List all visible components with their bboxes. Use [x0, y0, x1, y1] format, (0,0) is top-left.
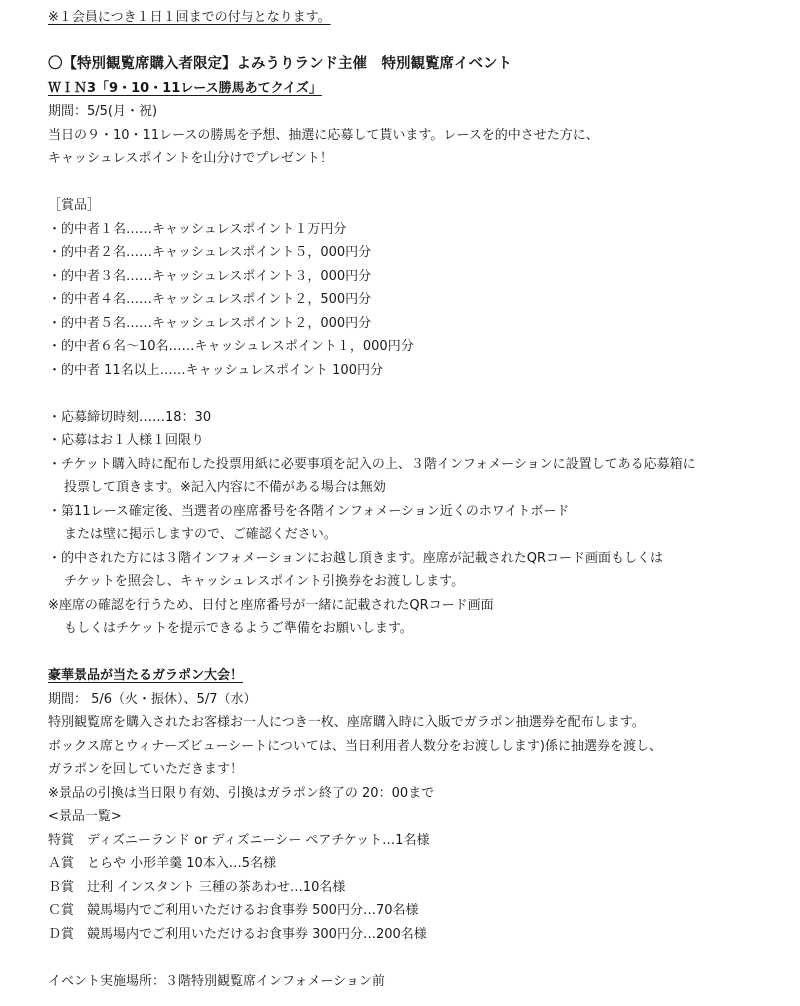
rule-line: ・的中された方には３階インフォメーションにお越し頂きます。座席が記載されたQRコード画面もしくは	[48, 550, 664, 566]
rules-list	[48, 406, 788, 641]
event1-heading: 〇【特別観覧席購入者限定】よみうりランド主催 特別観覧席イベント	[48, 56, 512, 72]
event1-desc-line: キャッシュレスポイントを山分けでプレゼント！	[48, 151, 333, 166]
prize-item: ・的中者１名……キャッシュレスポイント１万円分	[48, 221, 347, 237]
event2-desc-line: 特別観覧席を購入されたお客様お一人につき一枚、座席購入時に入販でガラポン抽選券を配布します。	[48, 715, 645, 730]
event1-desc-line: 当日の９・10・11レースの勝馬を予想、抽選に応募して貰います。レースを的中させた方に、	[48, 127, 599, 143]
gachapon-prize-item: Ｄ賞 競馬場内でご利用いただけるお食事券 300円分…200名様	[48, 926, 427, 942]
prize-item: ・的中者２名……キャッシュレスポイント５，000円分	[48, 245, 372, 260]
event2-desc-line: ボックス席とウィナーズビューシートについては、当日利用者人数分をお渡しします)係に抽選券を渡し、	[48, 738, 662, 754]
gachapon-prize-item: Ｂ賞 辻利 インスタント 三種の茶あわせ…10名様	[48, 879, 346, 895]
rule-line: ※座席の確認を行うため、日付と座席番号が一緒に記載されたQRコード画面	[48, 597, 494, 613]
rule-line: または壁に掲示しますので、ご確認ください。	[64, 527, 337, 542]
rule-line: ・第11レース確定後、当選者の座席番号を各階インフォメーション近くのホワイトボード	[48, 503, 570, 519]
event1-subheading: ＷＩＮ3「9・10・11レース勝馬あてクイズ」	[48, 80, 322, 96]
event2-desc-line: ガラポンを回していただきます！	[48, 762, 244, 777]
prizes-label: ［賞品］	[48, 198, 101, 213]
event2-heading: 豪華景品が当たるガラポン大会！	[48, 668, 244, 683]
gachapon-prize-item: Ｃ賞 競馬場内でご利用いただけるお食事券 500円分…70名様	[48, 903, 419, 918]
prize-item: ・的中者６名～10名……キャッシュレスポイント１，000円分	[48, 339, 414, 354]
event1-period: 期間：5/5(月・祝)	[48, 104, 158, 119]
prize-item: ・的中者５名……キャッシュレスポイント２，000円分	[48, 315, 372, 331]
event2-period: 期間： 5/6（火・振休）、5/7（水）	[48, 691, 257, 707]
prize-item: ・的中者４名……キャッシュレスポイント２，500円分	[48, 292, 372, 307]
rule-line: ・チケット購入時に配布した投票用紙に必要事項を記入の上、３階インフォメーションに設置してある応募箱に	[48, 456, 696, 472]
rule-line: ・応募はお１人様１回限り	[48, 433, 205, 448]
note-top: ※１会員につき１日１回までの付与となります。	[48, 10, 331, 25]
rule-line: ・応募締切時刻……18：30	[48, 409, 212, 425]
prize-list-label: <景品一覧>	[48, 809, 122, 824]
document	[48, 6, 788, 993]
rule-line: 投票して頂きます。※記入内容に不備がある場合は無効	[64, 480, 386, 495]
event2-desc-line: ※景品の引換は当日限り有効、引換はガラポン終了の 20：00まで	[48, 785, 435, 801]
rule-line: チケットを照会し、キャッシュレスポイント引換券をお渡しします。	[64, 574, 465, 589]
gachapon-prize-item: Ａ賞 とらや 小形羊羹 10本入…5名様	[48, 856, 277, 871]
rule-line: もしくはチケットを提示できるようご準備をお願いします。	[64, 621, 413, 636]
venue: イベント実施場所：３階特別観覧席インフォメーション前	[48, 973, 385, 989]
prize-item: ・的中者 11名以上……キャッシュレスポイント 100円分	[48, 362, 383, 378]
gachapon-prize-item: 特賞 ディズニーランド or ディズニーシー ペアチケット…1名様	[48, 832, 430, 848]
prize-item: ・的中者３名……キャッシュレスポイント３，000円分	[48, 268, 372, 284]
